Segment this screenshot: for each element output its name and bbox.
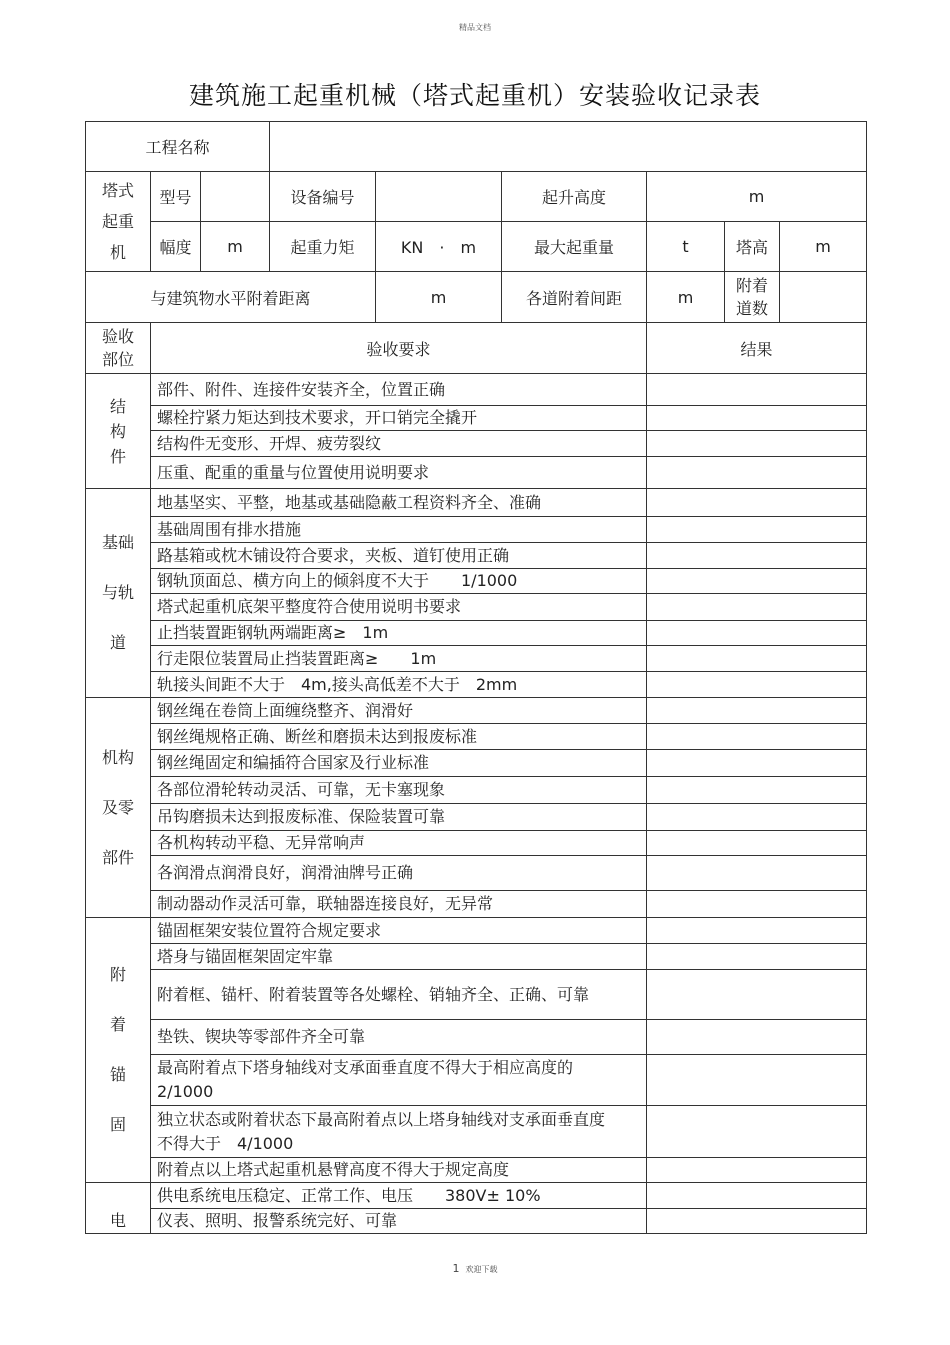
result-cell[interactable]: [647, 724, 867, 750]
requirement-item: 仪表、照明、报警系统完好、可靠: [151, 1209, 647, 1234]
result-cell[interactable]: [647, 856, 867, 891]
result-cell[interactable]: [647, 517, 867, 543]
requirement-item: 路基箱或枕木铺设符合要求，夹板、道钉使用正确: [151, 543, 647, 569]
result-cell[interactable]: [647, 621, 867, 646]
model-value[interactable]: [201, 172, 270, 222]
result-cell[interactable]: [647, 1106, 867, 1158]
attach-spacing-label: 各道附着间距: [502, 272, 647, 323]
requirement-item: 钢轨顶面总、横方向上的倾斜度不大于 1/1000: [151, 569, 647, 594]
requirement-item: 塔身与锚固框架固定牢靠: [151, 944, 647, 970]
project-name-value[interactable]: [270, 122, 867, 172]
result-cell[interactable]: [647, 891, 867, 918]
requirement-item: 各润滑点润滑良好，润滑油牌号正确: [151, 856, 647, 891]
requirement-item: 各机构转动平稳、无异常响声: [151, 831, 647, 856]
result-cell[interactable]: [647, 698, 867, 724]
requirement-item: 部件、附件、连接件安装齐全，位置正确: [151, 374, 647, 406]
requirement-item: 钢丝绳固定和编插符合国家及行业标准: [151, 750, 647, 777]
result-cell[interactable]: [647, 1020, 867, 1055]
section-structure-text: 结构件: [109, 396, 126, 466]
lift-height-label: 起升高度: [502, 172, 647, 222]
section-foundation-text: 基础与轨道: [101, 533, 134, 652]
requirement-item: 止挡装置距钢轨两端距离≥ 1m: [151, 621, 647, 646]
requirement-item: 垫铁、锲块等零部件齐全可靠: [151, 1020, 647, 1055]
result-cell[interactable]: [647, 831, 867, 856]
project-name-label: 工程名称: [86, 122, 270, 172]
section-mechanism-text: 机构及零部件: [101, 747, 134, 867]
requirement-item: 各部位滑轮转动灵活、可靠，无卡塞现象: [151, 777, 647, 804]
result-cell[interactable]: [647, 569, 867, 594]
lift-height-unit[interactable]: m: [647, 172, 867, 222]
amplitude-unit[interactable]: m: [201, 222, 270, 272]
requirement-item: 基础周围有排水措施: [151, 517, 647, 543]
result-cell[interactable]: [647, 543, 867, 569]
requirement-item: 地基坚实、平整，地基或基础隐蔽工程资料齐全、准确: [151, 489, 647, 517]
tower-height-unit[interactable]: m: [780, 222, 867, 272]
result-cell[interactable]: [647, 918, 867, 944]
requirement-item: 最高附着点下塔身轴线对支承面垂直度不得大于相应高度的 2/1000: [151, 1055, 647, 1106]
amplitude-label: 幅度: [151, 222, 201, 272]
result-cell[interactable]: [647, 646, 867, 672]
requirement-item: 钢丝绳规格正确、断丝和磨损未达到报废标准: [151, 724, 647, 750]
result-cell[interactable]: [647, 489, 867, 517]
result-cell[interactable]: [647, 431, 867, 457]
attach-spacing-unit[interactable]: m: [647, 272, 725, 323]
result-cell[interactable]: [647, 1183, 867, 1209]
requirement-item: 钢丝绳在卷筒上面缠绕整齐、润滑好: [151, 698, 647, 724]
result-cell[interactable]: [647, 1209, 867, 1234]
requirement-item: 独立状态或附着状态下最高附着点以上塔身轴线对支承面垂直度不得大于 4/1000: [151, 1106, 647, 1158]
requirement-item: 制动器动作灵活可靠，联轴器连接良好，无异常: [151, 891, 647, 918]
section-foundation: [86, 489, 151, 698]
page-number: 1: [452, 1262, 460, 1275]
result-cell[interactable]: [647, 804, 867, 831]
header-watermark: 精品文档: [459, 23, 491, 32]
requirement-item: 行走限位装置局止挡装置距离≥ 1m: [151, 646, 647, 672]
result-cell[interactable]: [647, 672, 867, 698]
section-electrical: 电: [86, 1183, 151, 1234]
requirement-item: 供电系统电压稳定、正常工作、电压 380V± 10%: [151, 1183, 647, 1209]
page-title: 建筑施工起重机械（塔式起重机）安装验收记录表: [188, 81, 761, 110]
col-part-header: [86, 323, 151, 374]
acceptance-table: [85, 121, 867, 1234]
result-cell[interactable]: [647, 750, 867, 777]
section-structure: [86, 374, 151, 489]
result-cell[interactable]: [647, 1055, 867, 1106]
requirement-item: 结构件无变形、开焊、疲劳裂纹: [151, 431, 647, 457]
requirement-item: 塔式起重机底架平整度符合使用说明书要求: [151, 594, 647, 621]
result-cell[interactable]: [647, 406, 867, 431]
max-load-label: 最大起重量: [502, 222, 647, 272]
attach-count-label-text: 附着道数: [735, 276, 768, 318]
model-label: 型号: [151, 172, 201, 222]
result-cell[interactable]: [647, 457, 867, 489]
requirement-item: 附着框、锚杆、附着装置等各处螺栓、销轴齐全、正确、可靠: [151, 970, 647, 1020]
tower-height-label: 塔高: [725, 222, 780, 272]
result-cell[interactable]: [647, 777, 867, 804]
requirement-item: 吊钩磨损未达到报废标准、保险装置可靠: [151, 804, 647, 831]
requirement-item: 附着点以上塔式起重机悬臂高度不得大于规定高度: [151, 1158, 647, 1183]
equip-no-value[interactable]: [376, 172, 502, 222]
moment-unit[interactable]: KN · m: [376, 222, 502, 272]
attach-count-value[interactable]: [780, 272, 867, 323]
requirement-item: 压重、配重的重量与位置使用说明要求: [151, 457, 647, 489]
requirement-item: 轨接头间距不大于 4m,接头高低差不大于 2mm: [151, 672, 647, 698]
page-footer: [0, 1262, 950, 1275]
attach-distance-label: 与建筑物水平附着距离: [86, 272, 376, 323]
moment-label: 起重力矩: [270, 222, 376, 272]
col-result-header: 结果: [647, 323, 867, 374]
section-anchorage: [86, 918, 151, 1183]
equip-no-label: 设备编号: [270, 172, 376, 222]
footer-text: 欢迎下载: [465, 1265, 498, 1274]
col-part-header-text: 验收部位: [101, 327, 134, 369]
result-cell[interactable]: [647, 970, 867, 1020]
attach-count-label: [725, 272, 780, 323]
requirement-item: 螺栓拧紧力矩达到技术要求，开口销完全撬开: [151, 406, 647, 431]
crane-label-text: 塔式起重机: [101, 180, 134, 262]
requirement-item: 锚固框架安装位置符合规定要求: [151, 918, 647, 944]
max-load-unit[interactable]: t: [647, 222, 725, 272]
section-anchorage-text: 附着锚固: [109, 965, 126, 1134]
crane-label: [86, 172, 151, 272]
result-cell[interactable]: [647, 594, 867, 621]
result-cell[interactable]: [647, 944, 867, 970]
result-cell[interactable]: [647, 1158, 867, 1183]
section-mechanism: [86, 698, 151, 918]
result-cell[interactable]: [647, 374, 867, 406]
attach-distance-unit[interactable]: m: [376, 272, 502, 323]
col-requirement-header: 验收要求: [151, 323, 647, 374]
